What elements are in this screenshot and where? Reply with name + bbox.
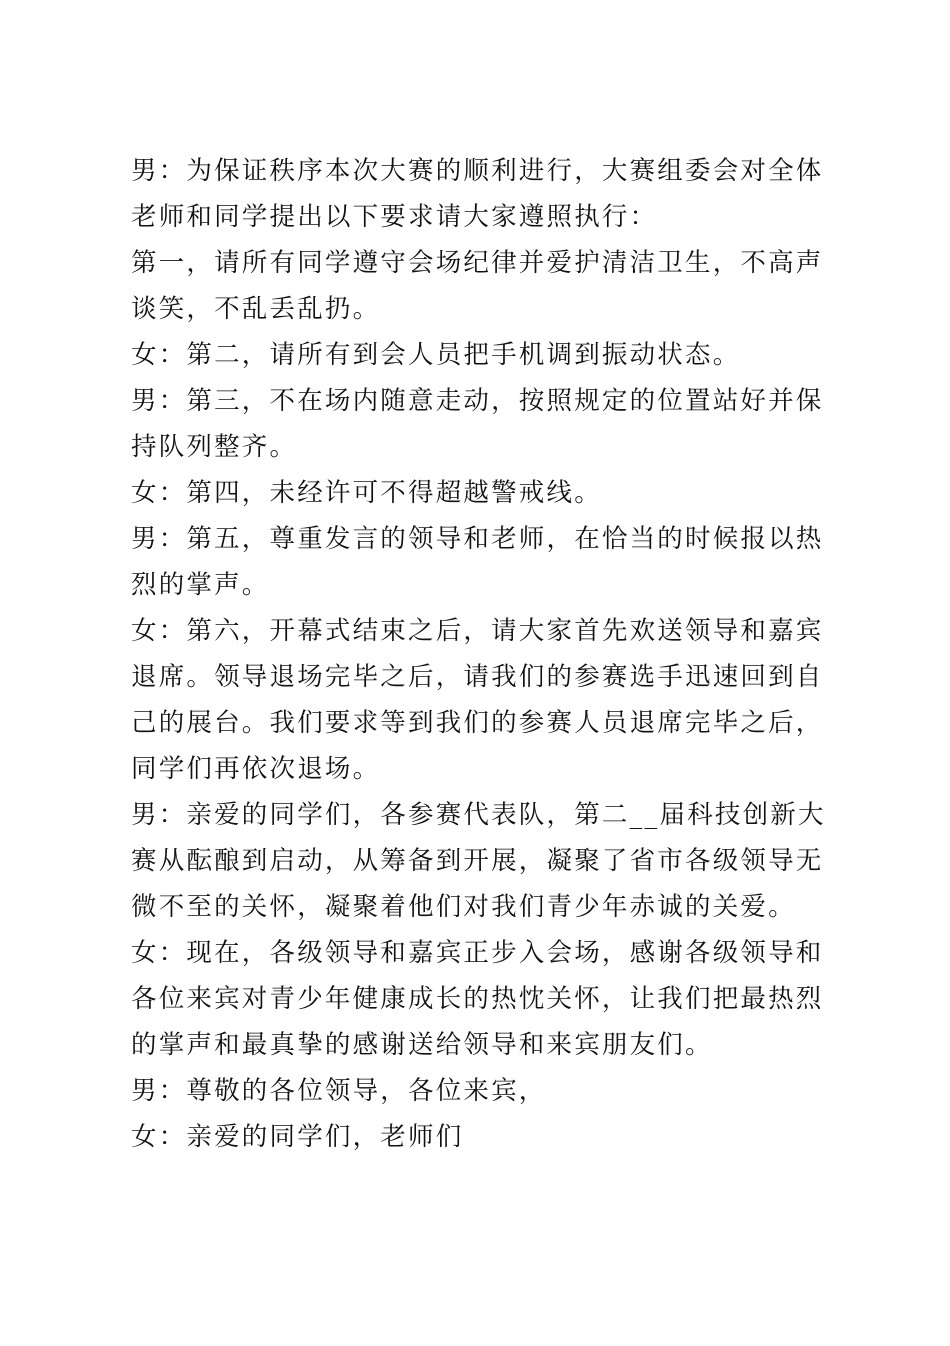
paragraph-female-greeting: 女：亲爱的同学们，老师们 xyxy=(131,1122,464,1152)
paragraph-rule-1: 第一，请所有同学遵守会场纪律并爱护清洁卫生，不高声谈笑，不乱丢乱扔。 xyxy=(131,248,824,324)
paragraph-male-greeting: 男：尊敬的各位领导，各位来宾， xyxy=(131,1076,547,1106)
paragraph-rule-4: 女：第四，未经许可不得超越警戒线。 xyxy=(131,478,602,508)
paragraph-rule-3: 男：第三，不在场内随意走动，按照规定的位置站好并保持队列整齐。 xyxy=(131,386,824,462)
paragraph-female-welcome: 女：现在，各级领导和嘉宾正步入会场，感谢各级领导和各位来宾对青少年健康成长的热忱关怀，让我们把最热烈的掌声和最真挚的感谢送给领导和来宾朋友们。 xyxy=(131,938,824,1060)
paragraph-rules-intro: 男：为保证秩序本次大赛的顺利进行，大赛组委会对全体老师和同学提出以下要求请大家遵照执行： xyxy=(131,156,824,232)
document-body xyxy=(131,148,831,1160)
paragraph-rule-6: 女：第六，开幕式结束之后，请大家首先欢送领导和嘉宾退席。领导退场完毕之后，请我们的参赛选手迅速回到自己的展台。我们要求等到我们的参赛人员退席完毕之后，同学们再依次退场。 xyxy=(131,616,824,784)
paragraph-male-opening: 男：亲爱的同学们，各参赛代表队，第二__届科技创新大赛从酝酿到启动，从筹备到开展，凝聚了省市各级领导无微不至的关怀，凝聚着他们对我们青少年赤诚的关爱。 xyxy=(131,800,826,922)
paragraph-rule-5: 男：第五，尊重发言的领导和老师，在恰当的时候报以热烈的掌声。 xyxy=(131,524,824,600)
paragraph-rule-2: 女：第二，请所有到会人员把手机调到振动状态。 xyxy=(131,340,741,370)
